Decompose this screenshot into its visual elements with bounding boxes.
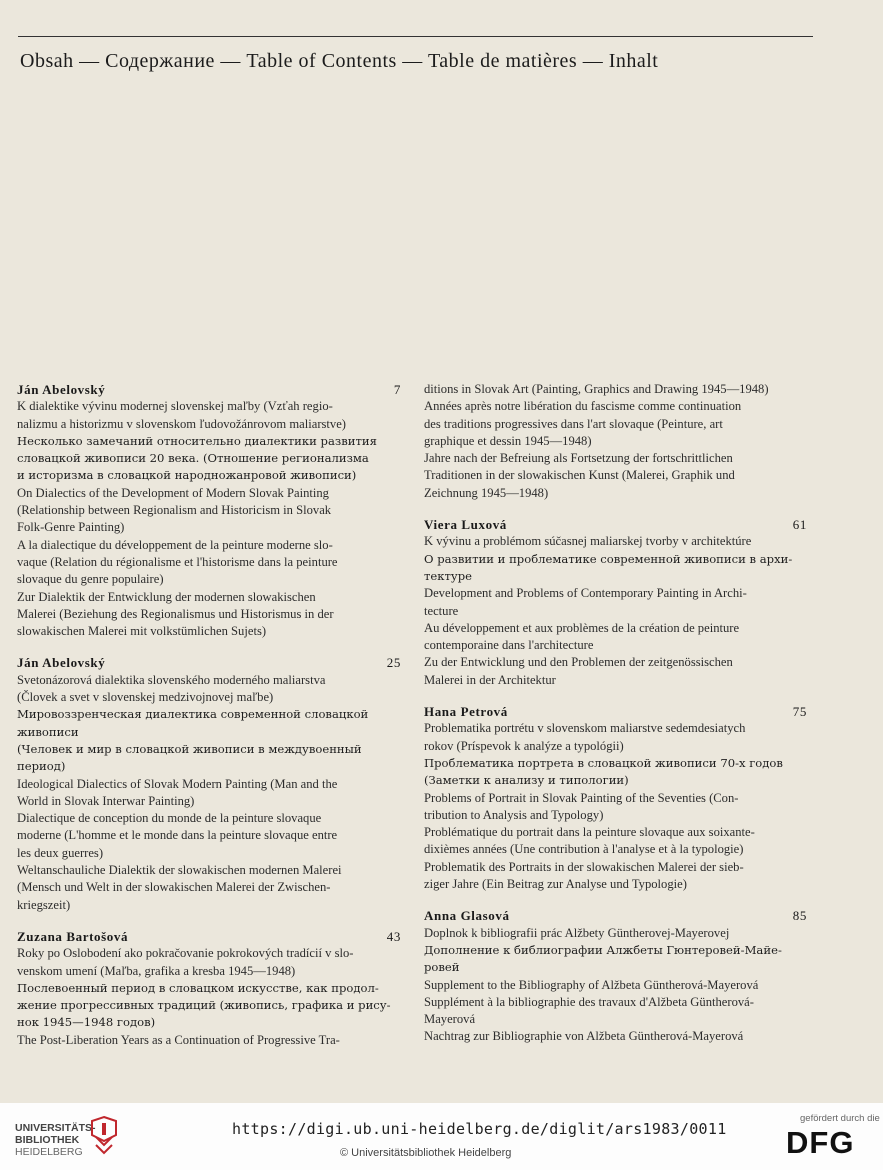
toc-column-right [424, 381, 809, 1060]
page-number: 25 [386, 655, 401, 671]
toc-entry-header [424, 703, 809, 720]
toc-entry-header [424, 907, 809, 924]
entry-title-line: venskom umení (Maľba, grafika a kresba 1945—1948) [17, 963, 296, 978]
entry-title-line: Au développement et aux problèmes de la création de peinture [424, 620, 740, 635]
toc-entry [17, 928, 403, 1049]
entry-title-line: slowakischen Malerei mit volkstümlichen Sujets) [17, 624, 267, 639]
entry-title-line: (Человек и мир в словацкой живописи в междувоенный [17, 741, 362, 756]
entry-title-line: vaque (Relation du régionalisme et l'historisme dans la peinture [17, 554, 338, 569]
entry-title-line: Nachtrag zur Bibliographie von Alžbeta Güntherová-Mayerová [424, 1029, 744, 1044]
page-number: 85 [792, 908, 807, 924]
entry-title-line: ditions in Slovak Art (Painting, Graphics and Drawing 1945—1948) [424, 382, 769, 396]
toc-entry-header [17, 654, 403, 671]
library-name-line3: HEIDELBERG [15, 1146, 83, 1158]
entry-title-line: Мировоззренческая диалектика современной словацкой [17, 707, 369, 722]
toc-entry-header [17, 381, 403, 398]
entry-title-line: Folk-Genre Painting) [17, 520, 125, 535]
entry-title-line: graphique et dessin 1945—1948) [424, 433, 592, 448]
entry-title-line: kriegszeit) [17, 897, 71, 912]
entry-title-line: des traditions progressives dans l'art slovaque (Peinture, art [424, 416, 723, 431]
entry-title-line: живописи [17, 724, 79, 739]
entry-title-line: (Mensch und Welt in der slowakischen Malerei der Zwischen- [17, 880, 331, 895]
top-rule [18, 36, 813, 37]
dfg-logo: DFG [786, 1125, 855, 1160]
entry-title-line: slovaque du genre populaire) [17, 572, 164, 587]
entry-title-line: Traditionen in der slowakischen Kunst (Malerei, Graphik und [424, 468, 735, 483]
permalink-url[interactable]: https://digi.ub.uni-heidelberg.de/diglit/ars1983/0011 [232, 1120, 727, 1138]
toc-entry [17, 654, 403, 913]
entry-title-line: Problematik des Portraits in der slowakischen Malerei der sieb- [424, 859, 744, 874]
entry-title-line: nalizmu a historizmu v slovenskom ľudovožánrovom maliarstve) [17, 416, 346, 431]
entry-title-line: Ideological Dialectics of Slovak Modern Painting (Man and the [17, 776, 338, 791]
entry-title-line: Проблематика портрета в словацкой живописи 70-х годов [424, 755, 783, 770]
entry-title-line: Zur Dialektik der Entwicklung der modernen slowakischen [17, 589, 316, 604]
toc-entry [424, 516, 809, 689]
entry-title-line: О развитии и проблематике современной живописи в архи- [424, 551, 793, 566]
entry-title-line: Svetonázorová dialektika slovenského moderného maliarstva [17, 672, 326, 687]
toc-entry [424, 381, 809, 502]
page-title: Obsah — Содержание — Table of Contents — Table de matières — Inhalt [20, 50, 659, 72]
entry-title-line: Mayerová [424, 1012, 476, 1027]
entry-title-line: ровей [424, 960, 460, 975]
entry-title-line: жение прогрессивных традиций (живопись, графика и рису- [17, 998, 391, 1013]
entry-title-line: K vývinu a problémom súčasnej maliarskej tvorby v architektúre [424, 534, 752, 549]
entry-title-line: словацкой живописи 20 века. (Отношение регионализма [17, 451, 369, 466]
entry-title-line: dixièmes années (Une contribution à l'analyse et à la typologie) [424, 842, 744, 857]
entry-title-line: Années après notre libération du fascisme comme continuation [424, 399, 742, 414]
library-name-line1: UNIVERSITÄTS- [15, 1122, 96, 1134]
toc-entry [424, 703, 809, 893]
entry-title-line: ziger Jahre (Ein Beitrag zur Analyse und Typologie) [424, 877, 687, 892]
toc-entry-header [424, 516, 809, 533]
entry-title-line: Problems of Portrait in Slovak Painting of the Seventies (Con- [424, 790, 739, 805]
entry-title-line: тектуре [424, 568, 473, 583]
library-name-line2: BIBLIOTHEK [15, 1134, 80, 1146]
entry-title-line: Problématique du portrait dans la peinture slovaque aux soixante- [424, 825, 755, 840]
entry-title-line: (Človek a svet v slovenskej medzivojnovej maľbe) [17, 690, 274, 705]
entry-title-line: Development and Problems of Contemporary Painting in Archi- [424, 586, 747, 601]
author-name: Hana Petrová [424, 704, 508, 720]
page-number: 75 [792, 704, 807, 720]
entry-title-line: Roky po Oslobodení ako pokračovanie pokrokových tradícií v slo- [17, 946, 354, 961]
entry-title-line: Supplément à la bibliographie des travaux d'Alžbeta Güntherová- [424, 994, 754, 1009]
copyright-notice: © Universitätsbibliothek Heidelberg [340, 1147, 512, 1159]
page-number: 43 [386, 928, 401, 944]
entry-title-line: A la dialectique du développement de la peinture moderne slo- [17, 537, 333, 552]
entry-title-line: Дополнение к библиографии Алжбеты Гюнтеровей-Майе- [424, 942, 782, 957]
toc-entry-header [17, 928, 403, 945]
entry-title-line: Zu der Entwicklung und den Problemen der zeitgenössischen [424, 655, 733, 670]
entry-title-line: tecture [424, 603, 459, 618]
page-number: 61 [792, 517, 807, 533]
entry-title-line: (Заметки к анализу и типологии) [424, 773, 629, 788]
entry-title-line: contemporaine dans l'architecture [424, 638, 594, 653]
entry-title-line: The Post-Liberation Years as a Continuation of Progressive Tra- [17, 1032, 340, 1047]
entry-title-line: период) [17, 759, 66, 774]
toc-entry [17, 381, 403, 640]
entry-title-line: (Relationship between Regionalism and Historicism in Slovak [17, 503, 332, 518]
author-name: Zuzana Bartošová [17, 928, 129, 944]
entry-title-line: rokov (Príspevok k analýze a typológii) [424, 738, 624, 753]
entry-title-line: Malerei (Beziehung des Regionalismus und Historismus in der [17, 606, 334, 621]
author-name: Ján Abelovský [17, 655, 106, 671]
toc-column-left [17, 381, 403, 1063]
toc-entry [424, 907, 809, 1045]
entry-title-line: K dialektike vývinu modernej slovenskej maľby (Vzťah regio- [17, 399, 333, 414]
author-name: Viera Luxová [424, 517, 507, 533]
page-number: 7 [393, 382, 401, 397]
entry-title-line: World in Slovak Interwar Painting) [17, 793, 195, 808]
entry-title-line: Послевоенный период в словацком искусстве, как продол- [17, 980, 379, 995]
entry-title-line: Doplnok k bibliografii prác Alžbety Güntherovej-Mayerovej [424, 925, 730, 940]
entry-title-line: les deux guerres) [17, 845, 104, 860]
entry-title-line: и историзма в словацкой народножанровой живописи) [17, 468, 357, 483]
entry-title-line: Supplement to the Bibliography of Alžbeta Güntherová-Mayerová [424, 977, 759, 992]
library-logo-icon [86, 1115, 122, 1159]
entry-title-line: moderne (L'homme et le monde dans la peinture slovaque entre [17, 828, 338, 843]
author-name: Ján Abelovský [17, 382, 106, 397]
entry-title-line: Dialectique de conception du monde de la peinture slovaque [17, 811, 322, 826]
entry-title-line: Несколько замечаний относительно диалектики развития [17, 433, 377, 448]
dfg-funding-note: gefördert durch die [800, 1113, 880, 1124]
author-name: Anna Glasová [424, 908, 510, 924]
entry-title-line: tribution to Analysis and Typology) [424, 807, 604, 822]
library-name [15, 1122, 96, 1158]
entry-title-line: Zeichnung 1945—1948) [424, 485, 549, 500]
entry-title-line: On Dialectics of the Development of Modern Slovak Painting [17, 485, 329, 500]
viewer-footer [0, 1103, 883, 1170]
entry-title-line: нок 1945—1948 годов) [17, 1015, 156, 1030]
entry-title-line: Jahre nach der Befreiung als Fortsetzung der fortschrittlichen [424, 451, 733, 466]
entry-title-line: Malerei in der Architektur [424, 672, 556, 687]
entry-title-line: Problematika portrétu v slovenskom maliarstve sedemdesiatych [424, 721, 746, 736]
entry-title-line: Weltanschauliche Dialektik der slowakischen modernen Malerei [17, 863, 342, 878]
